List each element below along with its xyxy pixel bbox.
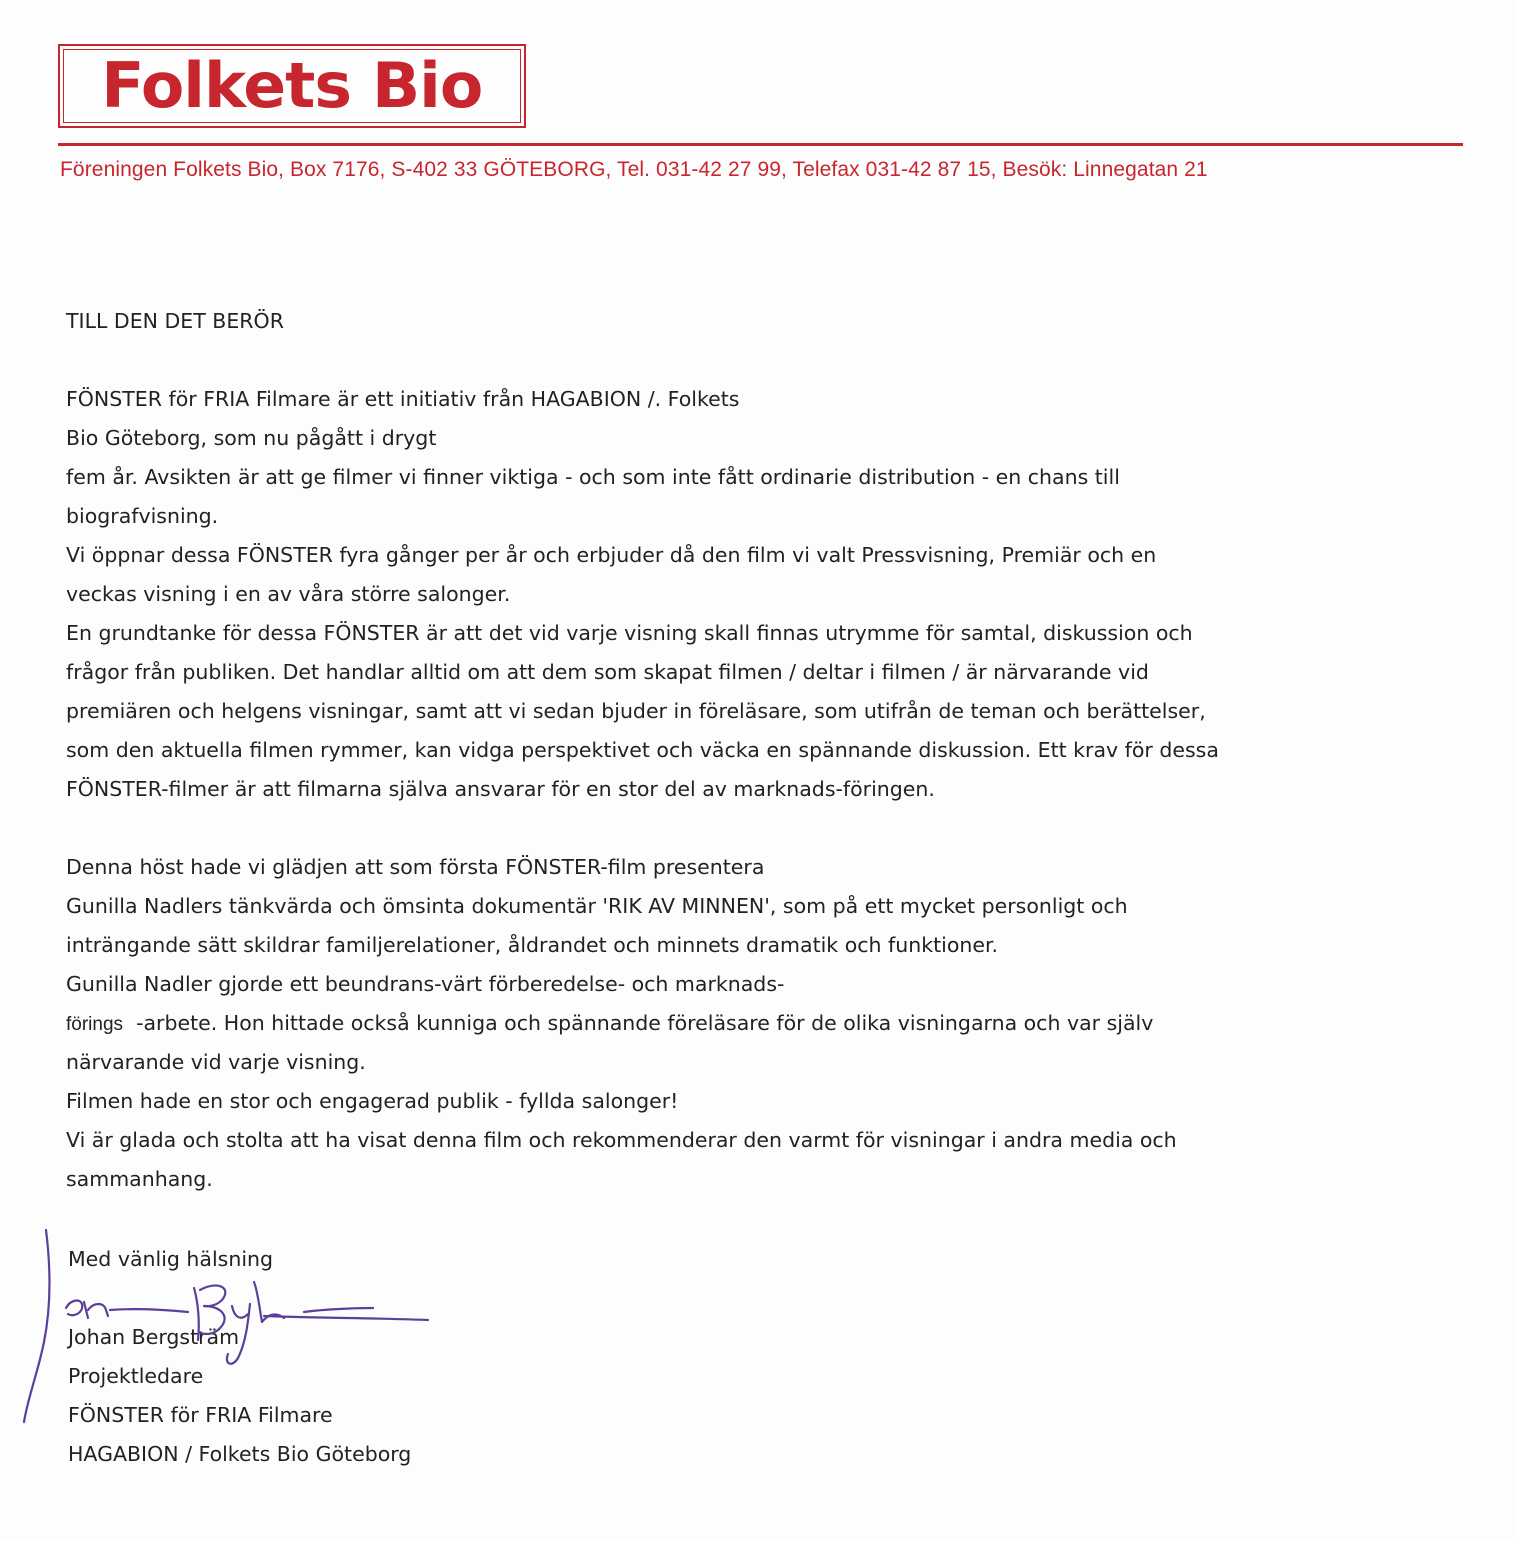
folkets-bio-logo	[58, 44, 526, 128]
sender-org-1: FÖNSTER för FRIA Filmare	[68, 1403, 333, 1427]
logo-inner-frame	[63, 49, 521, 123]
paragraph-1-line-3: fem år. Avsikten är att ge filmer vi finner viktiga - och som inte fått ordinarie distribution - en chans till	[66, 465, 1120, 489]
paragraph-2-line-9: sammanhang.	[66, 1167, 213, 1191]
paragraph-2-line-7: Filmen hade en stor och engagerad publik - fyllda salonger!	[66, 1089, 679, 1113]
closing: Med vänlig hälsning	[68, 1247, 274, 1271]
forings-word: förings	[66, 1014, 124, 1035]
paragraph-1-line-5: Vi öppnar dessa FÖNSTER fyra gånger per år och erbjuder då den film vi valt Pressvisning, Premiär och en	[66, 543, 1157, 567]
paragraph-1-line-2: Bio Göteborg, som nu pågått i drygt	[66, 426, 437, 450]
paragraph-1-line-6: veckas visning i en av våra större salonger.	[66, 582, 511, 606]
sender-name: Johan Bergsträm	[68, 1325, 240, 1349]
sender-title: Projektledare	[68, 1364, 204, 1388]
logo-text: Folkets Bio	[101, 49, 483, 122]
paragraph-2-line-2: Gunilla Nadlers tänkvärda och ömsinta dokumentär 'RIK AV MINNEN', som på ett mycket personligt och	[66, 894, 1128, 918]
paragraph-2-line-8: Vi är glada och stolta att ha visat denna film och rekommenderar den varmt för visningar i andra media och	[66, 1128, 1177, 1152]
paragraph-1-line-8: frågor från publiken. Det handlar alltid om att dem som skapat filmen / deltar i filmen / är närvarande vid	[66, 660, 1149, 684]
letterhead-address: Föreningen Folkets Bio, Box 7176, S-402 33 GÖTEBORG, Tel. 031-42 27 99, Telefax 031-42 87 15, Besök: Linnegatan 21	[60, 158, 1208, 181]
paragraph-2-line-5-rest: -arbete. Hon hittade också kunniga och spännande föreläsare för de olika visningarna och var själv	[136, 1011, 1154, 1035]
salutation: TILL DEN DET BERÖR	[66, 309, 284, 333]
paragraph-1-line-1: FÖNSTER för FRIA Filmare är ett initiativ från HAGABION /. Folkets	[66, 387, 740, 411]
paragraph-1-line-9: premiären och helgens visningar, samt att vi sedan bjuder in föreläsare, som utifrån de teman och berättelser,	[66, 699, 1206, 723]
handwritten-signature	[18, 1222, 448, 1432]
sender-org-2: HAGABION / Folkets Bio Göteborg	[68, 1442, 412, 1466]
letterhead-rule	[58, 143, 1463, 146]
paragraph-1-line-7: En grundtanke för dessa FÖNSTER är att det vid varje visning skall finnas utrymme för samtal, diskussion och	[66, 621, 1193, 645]
paragraph-1-line-11: FÖNSTER-filmer är att filmarna själva ansvarar för en stor del av marknads-föringen.	[66, 777, 935, 801]
paragraph-1-line-10: som den aktuella filmen rymmer, kan vidga perspektivet och väcka en spännande diskussion. Ett krav för dessa	[66, 738, 1219, 762]
paragraph-2-line-6: närvarande vid varje visning.	[66, 1050, 366, 1074]
paragraph-2-line-3: inträngande sätt skildrar familjerelationer, åldrandet och minnets dramatik och funktioner.	[66, 933, 999, 957]
paragraph-2-line-1: Denna höst hade vi glädjen att som första FÖNSTER-film presentera	[66, 855, 765, 879]
paragraph-2-line-4: Gunilla Nadler gjorde ett beundrans-värt förberedelse- och marknads-	[66, 972, 785, 996]
paragraph-2-line-5	[66, 1004, 1153, 1044]
paragraph-1-line-4: biografvisning.	[66, 504, 219, 528]
